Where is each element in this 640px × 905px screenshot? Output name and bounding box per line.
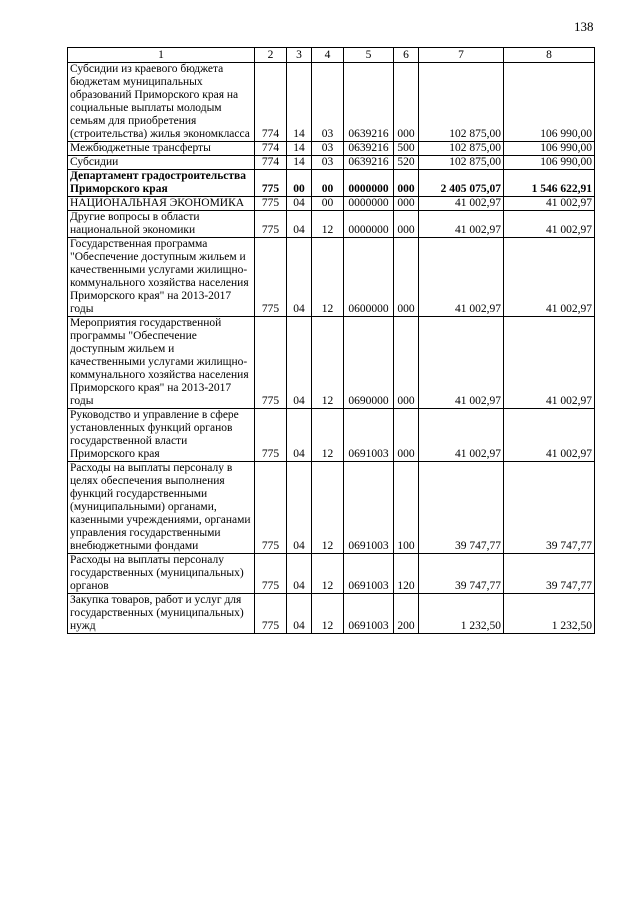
subsection-code: 12 xyxy=(312,462,344,554)
budget-table xyxy=(67,47,595,634)
header-cell: 7 xyxy=(419,48,504,63)
amount-year-1: 41 002,97 xyxy=(419,211,504,238)
admin-code: 775 xyxy=(255,409,287,462)
section-code: 04 xyxy=(287,211,312,238)
target-article-code: 0600000 xyxy=(344,238,394,317)
subsection-code: 03 xyxy=(312,63,344,142)
table-row xyxy=(68,462,595,554)
table-row xyxy=(68,317,595,409)
subsection-code: 12 xyxy=(312,594,344,634)
section-code: 04 xyxy=(287,594,312,634)
admin-code: 775 xyxy=(255,594,287,634)
amount-year-1: 41 002,97 xyxy=(419,409,504,462)
target-article-code: 0000000 xyxy=(344,211,394,238)
amount-year-1: 41 002,97 xyxy=(419,197,504,211)
subsection-code: 12 xyxy=(312,409,344,462)
expense-type-code: 500 xyxy=(394,142,419,156)
expense-type-code: 000 xyxy=(394,211,419,238)
amount-year-2: 39 747,77 xyxy=(504,462,595,554)
expense-type-code: 000 xyxy=(394,170,419,197)
admin-code: 774 xyxy=(255,156,287,170)
admin-code: 775 xyxy=(255,462,287,554)
subsection-code: 00 xyxy=(312,170,344,197)
expense-type-code: 000 xyxy=(394,197,419,211)
amount-year-2: 39 747,77 xyxy=(504,554,595,594)
header-cell: 6 xyxy=(394,48,419,63)
section-code: 14 xyxy=(287,142,312,156)
admin-code: 775 xyxy=(255,317,287,409)
target-article-code: 0691003 xyxy=(344,594,394,634)
expense-type-code: 000 xyxy=(394,63,419,142)
table-row xyxy=(68,211,595,238)
amount-year-1: 2 405 075,07 xyxy=(419,170,504,197)
table-row xyxy=(68,197,595,211)
target-article-code: 0691003 xyxy=(344,462,394,554)
section-code: 04 xyxy=(287,317,312,409)
section-code: 04 xyxy=(287,462,312,554)
target-article-code: 0000000 xyxy=(344,170,394,197)
amount-year-2: 1 546 622,91 xyxy=(504,170,595,197)
section-code: 00 xyxy=(287,170,312,197)
table-row xyxy=(68,170,595,197)
target-article-code: 0639216 xyxy=(344,142,394,156)
subsection-code: 12 xyxy=(312,554,344,594)
amount-year-1: 39 747,77 xyxy=(419,554,504,594)
table-row xyxy=(68,156,595,170)
row-name: Государственная программа "Обеспечение доступным жильем и качественными услугами жилищно-коммунального хозяйства населения Приморского края" на 2013-2017 годы xyxy=(68,238,255,317)
header-row xyxy=(68,48,595,63)
section-code: 14 xyxy=(287,63,312,142)
amount-year-2: 106 990,00 xyxy=(504,142,595,156)
table-row xyxy=(68,142,595,156)
row-name: Расходы на выплаты персоналу государственных (муниципальных) органов xyxy=(68,554,255,594)
admin-code: 775 xyxy=(255,238,287,317)
table-row xyxy=(68,409,595,462)
amount-year-1: 102 875,00 xyxy=(419,63,504,142)
expense-type-code: 120 xyxy=(394,554,419,594)
page-number: 138 xyxy=(574,19,594,34)
subsection-code: 12 xyxy=(312,238,344,317)
subsection-code: 12 xyxy=(312,211,344,238)
target-article-code: 0639216 xyxy=(344,63,394,142)
table-row xyxy=(68,594,595,634)
amount-year-2: 106 990,00 xyxy=(504,156,595,170)
row-name: Субсидии xyxy=(68,156,255,170)
table-row xyxy=(68,238,595,317)
expense-type-code: 000 xyxy=(394,317,419,409)
expense-type-code: 000 xyxy=(394,238,419,317)
row-name: Мероприятия государственной программы "Обеспечение доступным жильем и качественными услугами жилищно-коммунального хозяйства населения Приморского края" на 2013-2017 годы xyxy=(68,317,255,409)
admin-code: 775 xyxy=(255,170,287,197)
table-row xyxy=(68,63,595,142)
header-cell: 5 xyxy=(344,48,394,63)
section-code: 04 xyxy=(287,554,312,594)
header-cell: 8 xyxy=(504,48,595,63)
expense-type-code: 000 xyxy=(394,409,419,462)
target-article-code: 0690000 xyxy=(344,317,394,409)
row-name: Расходы на выплаты персоналу в целях обеспечения выполнения функций государственными (муниципальными) органами, казенными учреждениями, органами управления государственными внебюджетными фондами xyxy=(68,462,255,554)
subsection-code: 00 xyxy=(312,197,344,211)
section-code: 14 xyxy=(287,156,312,170)
target-article-code: 0691003 xyxy=(344,409,394,462)
subsection-code: 12 xyxy=(312,317,344,409)
amount-year-1: 102 875,00 xyxy=(419,142,504,156)
amount-year-2: 106 990,00 xyxy=(504,63,595,142)
section-code: 04 xyxy=(287,197,312,211)
amount-year-2: 41 002,97 xyxy=(504,238,595,317)
row-name: Руководство и управление в сфере установленных функций органов государственной власти Приморского края xyxy=(68,409,255,462)
amount-year-2: 41 002,97 xyxy=(504,409,595,462)
header-cell: 1 xyxy=(68,48,255,63)
amount-year-1: 102 875,00 xyxy=(419,156,504,170)
admin-code: 774 xyxy=(255,63,287,142)
header-cell: 4 xyxy=(312,48,344,63)
expense-type-code: 200 xyxy=(394,594,419,634)
amount-year-2: 1 232,50 xyxy=(504,594,595,634)
amount-year-2: 41 002,97 xyxy=(504,197,595,211)
admin-code: 774 xyxy=(255,142,287,156)
row-name: Закупка товаров, работ и услуг для государственных (муниципальных) нужд xyxy=(68,594,255,634)
admin-code: 775 xyxy=(255,197,287,211)
target-article-code: 0691003 xyxy=(344,554,394,594)
header-cell: 3 xyxy=(287,48,312,63)
amount-year-1: 41 002,97 xyxy=(419,238,504,317)
expense-type-code: 100 xyxy=(394,462,419,554)
target-article-code: 0000000 xyxy=(344,197,394,211)
amount-year-1: 1 232,50 xyxy=(419,594,504,634)
header-cell: 2 xyxy=(255,48,287,63)
amount-year-2: 41 002,97 xyxy=(504,211,595,238)
target-article-code: 0639216 xyxy=(344,156,394,170)
row-name: Другие вопросы в области национальной экономики xyxy=(68,211,255,238)
subsection-code: 03 xyxy=(312,142,344,156)
amount-year-2: 41 002,97 xyxy=(504,317,595,409)
row-name: Межбюджетные трансферты xyxy=(68,142,255,156)
amount-year-1: 39 747,77 xyxy=(419,462,504,554)
amount-year-1: 41 002,97 xyxy=(419,317,504,409)
row-name: Субсидии из краевого бюджета бюджетам муниципальных образований Приморского края на социальные выплаты молодым семьям для приобретения (строительства) жилья экономкласса xyxy=(68,63,255,142)
row-name: НАЦИОНАЛЬНАЯ ЭКОНОМИКА xyxy=(68,197,255,211)
admin-code: 775 xyxy=(255,211,287,238)
section-code: 04 xyxy=(287,409,312,462)
subsection-code: 03 xyxy=(312,156,344,170)
section-code: 04 xyxy=(287,238,312,317)
expense-type-code: 520 xyxy=(394,156,419,170)
admin-code: 775 xyxy=(255,554,287,594)
table-row xyxy=(68,554,595,594)
row-name: Департамент градостроительства Приморского края xyxy=(68,170,255,197)
